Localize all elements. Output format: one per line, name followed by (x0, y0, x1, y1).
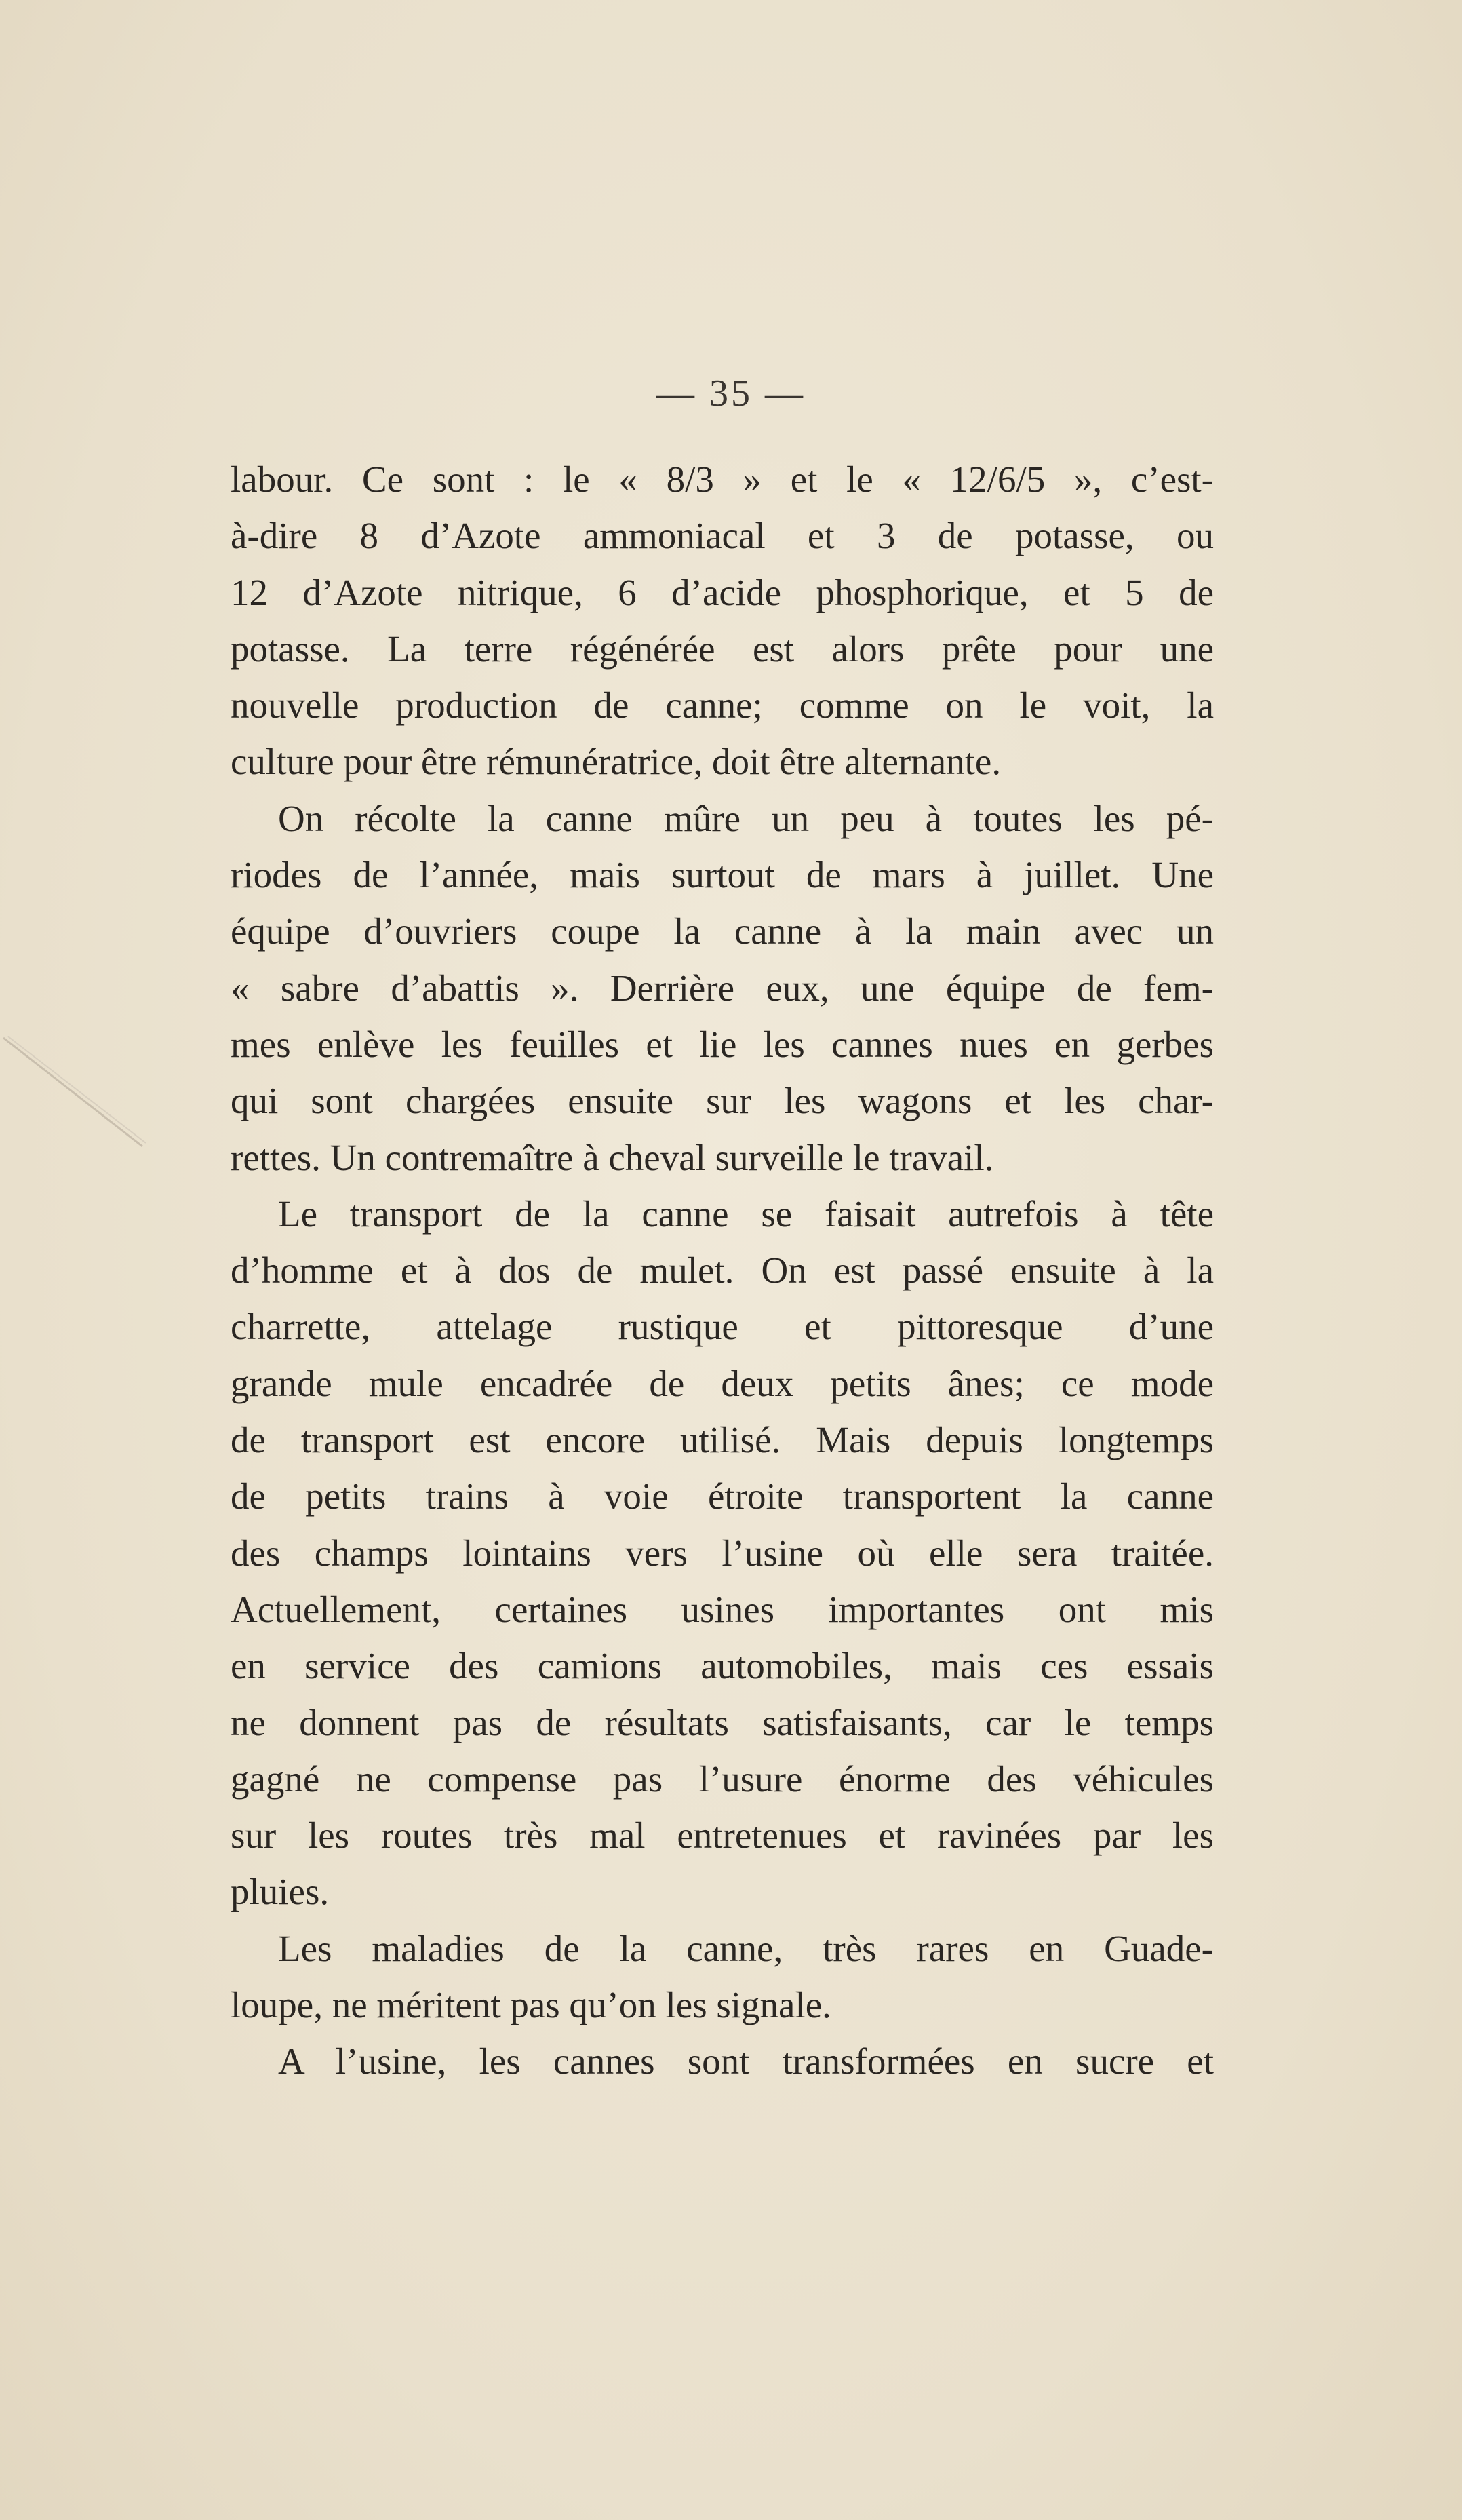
body-text (231, 451, 1214, 2090)
text-line: mes enlève les feuilles et lie les cannes nues en gerbes (231, 1023, 1214, 1065)
text-line: culture pour être rémunératrice, doit être alternante. (231, 741, 1002, 783)
text-line: labour. Ce sont : le « 8/3 » et le « 12/6/5 », c’est- (231, 459, 1214, 500)
text-line: charrette, attelage rustique et pittoresque d’une (231, 1306, 1214, 1348)
text-line: potasse. La terre régénérée est alors prête pour une (231, 627, 1214, 670)
text-line: Actuellement, certaines usines importantes ont mis (231, 1588, 1214, 1630)
page-number: — 35 — (656, 372, 806, 414)
text-line: 12 d’Azote nitrique, 6 d’acide phosphorique, et 5 de (231, 571, 1214, 613)
text-line: grande mule encadrée de deux petits ânes; ce mode (231, 1362, 1214, 1404)
text-line: pluies. (231, 1871, 330, 1913)
text-line: nouvelle production de canne; comme on le voit, la (231, 684, 1214, 726)
text-line: des champs lointains vers l’usine où elle sera traitée. (231, 1532, 1214, 1574)
paper-scratch-mark (0, 1031, 156, 1153)
text-line: à-dire 8 d’Azote ammoniacal et 3 de potasse, ou (231, 515, 1214, 557)
text-line: riodes de l’année, mais surtout de mars à juillet. Une (231, 854, 1214, 896)
text-line: d’homme et à dos de mulet. On est passé ensuite à la (231, 1249, 1214, 1292)
text-line: en service des camions automobiles, mais ces essais (231, 1645, 1214, 1687)
text-line: A l’usine, les cannes sont transformées en sucre et (278, 2040, 1214, 2082)
text-line: ne donnent pas de résultats satisfaisants, car le temps (231, 1701, 1214, 1743)
text-line: sur les routes très mal entretenues et ravinées par les (231, 1815, 1214, 1857)
text-line: rettes. Un contremaître à cheval surveille le travail. (231, 1136, 994, 1178)
text-line: Le transport de la canne se faisait autrefois à tête (278, 1193, 1214, 1235)
text-line: « sabre d’abattis ». Derrière eux, une équipe de fem- (231, 967, 1214, 1009)
text-line: de transport est encore utilisé. Mais depuis longtemps (231, 1419, 1214, 1461)
text-line: qui sont chargées ensuite sur les wagons et les char- (231, 1080, 1214, 1122)
text-line: Les maladies de la canne, très rares en Guade- (278, 1927, 1214, 1969)
text-line: de petits trains à voie étroite transportent la canne (231, 1475, 1214, 1517)
text-line: équipe d’ouvriers coupe la canne à la main avec un (231, 910, 1214, 952)
text-line: loupe, ne méritent pas qu’on les signale. (231, 1984, 831, 2026)
text-line: On récolte la canne mûre un peu à toutes les pé- (278, 797, 1214, 839)
text-line: gagné ne compense pas l’usure énorme des véhicules (231, 1758, 1214, 1800)
